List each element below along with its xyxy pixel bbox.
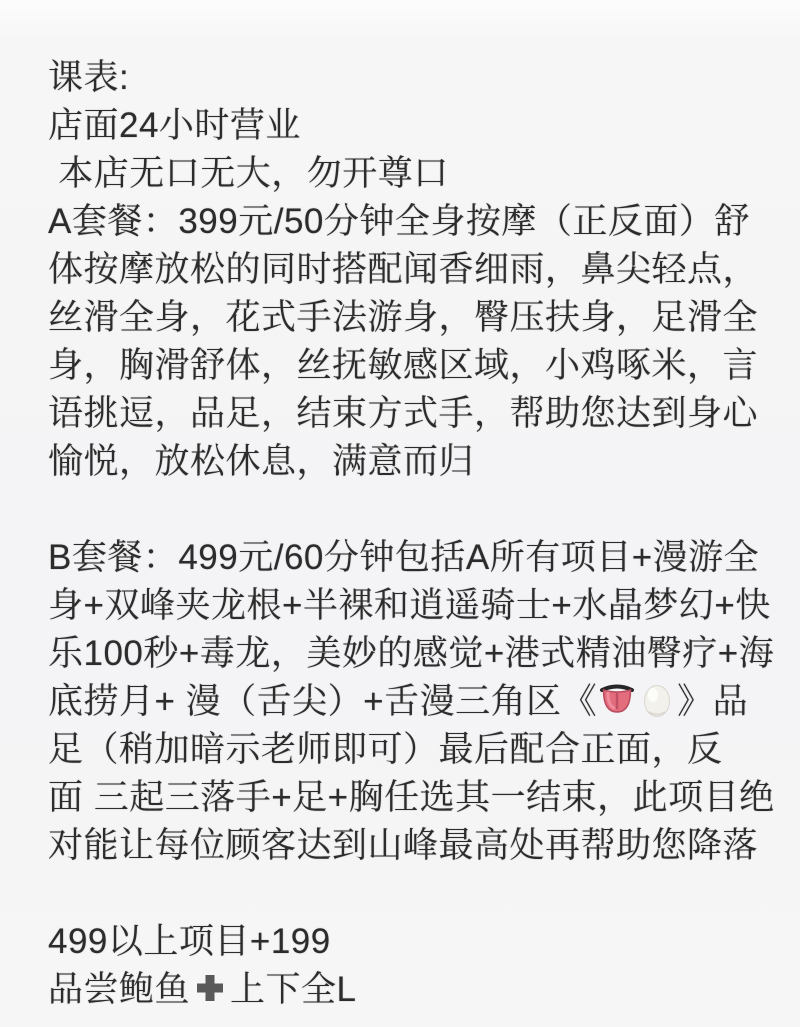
blank-line (48, 870, 764, 918)
plus-emoji (191, 969, 229, 1007)
text-line (48, 678, 764, 726)
text-line: A套餐：399元/50分钟全身按摩（正反面）舒 (48, 202, 750, 241)
tongue-emoji (598, 681, 636, 719)
text-line: 体按摩放松的同时搭配闻香细雨，鼻尖轻点， (48, 250, 759, 289)
text-line: 愉悦，放松休息，满意而归 (48, 442, 475, 481)
text-line: 面 三起三落手+足+胸任选其一结束，此项目绝 (48, 778, 775, 817)
text-segment: 底捞月+ 漫（舌尖）+舌漫三角区《 (48, 682, 598, 721)
text-line: B套餐：499元/60分钟包括A所有项目+漫游全 (48, 538, 760, 577)
text-line: 本店无口无大，勿开尊口 (48, 154, 449, 193)
text-segment: 品尝鲍鱼 (48, 970, 191, 1009)
text-line: 乐100秒+毒龙，美妙的感觉+港式精油臀疗+海 (48, 634, 775, 673)
text-segment: 上下全L (230, 970, 357, 1009)
text-line: 店面24小时营业 (48, 106, 301, 145)
text-line: 丝滑全身，花式手法游身，臀压扶身，足滑全 (48, 298, 759, 337)
text-line: 课表: (48, 58, 130, 97)
text-line: 499以上项目+199 (48, 922, 331, 961)
text-line: 足（稍加暗示老师即可）最后配合正面，反 (48, 730, 723, 769)
text-segment: 》品 (677, 682, 749, 721)
text-line: 语挑逗，品足，结束方式手，帮助您达到身心 (48, 394, 759, 433)
text-line (48, 966, 764, 1014)
egg-emoji (638, 681, 676, 719)
text-line: 身+双峰夹龙根+半裸和逍遥骑士+水晶梦幻+快 (48, 586, 771, 625)
blank-line (48, 486, 764, 534)
text-line: 身，胸滑舒体，丝抚敏感区域，小鸡啄米，言 (48, 346, 759, 385)
text-line: 对能让每位顾客达到山峰最高处再帮助您降落 (48, 826, 759, 865)
